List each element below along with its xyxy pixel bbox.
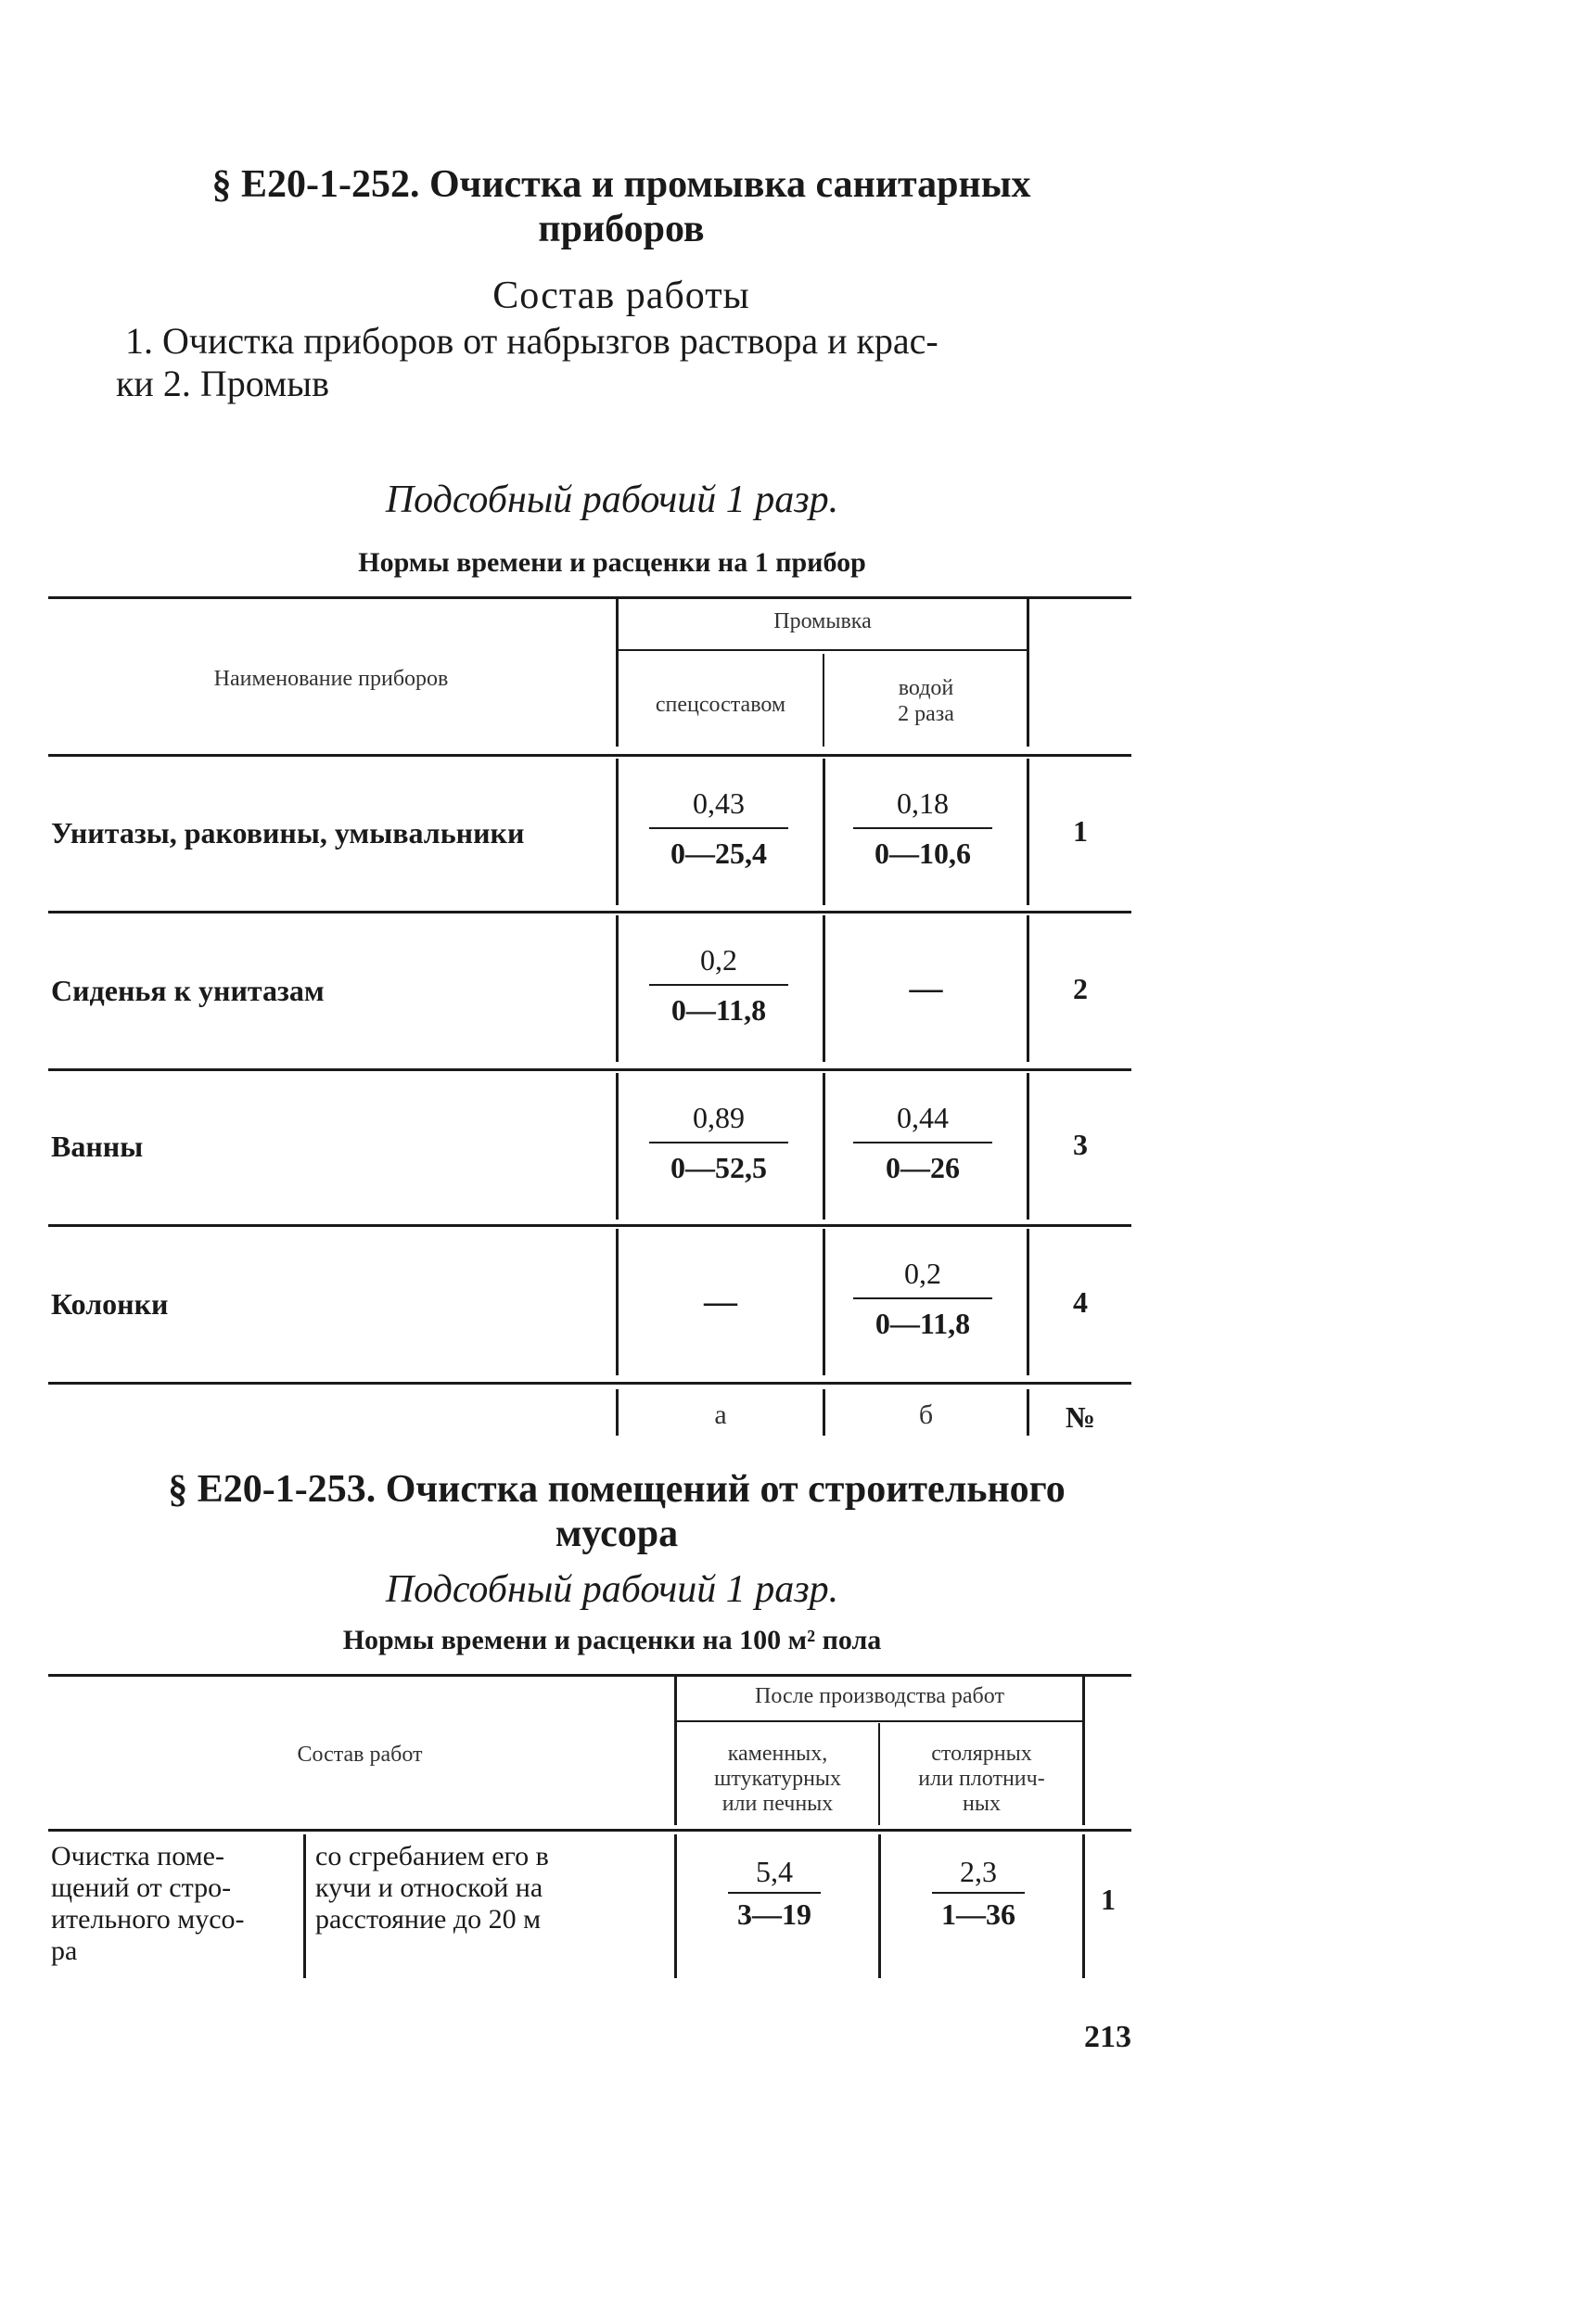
col-header-b-line: или плотнич- xyxy=(918,1767,1045,1791)
fraction-bar xyxy=(932,1892,1025,1894)
fraction-bar xyxy=(853,1142,992,1143)
fraction-bar xyxy=(649,1142,788,1143)
row-rule xyxy=(48,1068,1131,1071)
row-work-name xyxy=(51,1841,297,1967)
time-norm: 0,89 xyxy=(693,1101,745,1134)
time-norm: 0,2 xyxy=(700,943,737,977)
row-name: Колонки xyxy=(51,1287,169,1321)
rate-value: 0—10,6 xyxy=(875,837,971,870)
table-col-divider xyxy=(878,1834,881,1978)
col-header-b xyxy=(881,1742,1082,1817)
time-norm: 5,4 xyxy=(756,1855,793,1888)
table-group-rule xyxy=(619,649,1027,651)
table-col-divider xyxy=(616,1073,619,1220)
work-heading: Состав работы xyxy=(492,275,750,317)
norms-title: Нормы времени и расценки на 100 м² пола xyxy=(342,1625,882,1655)
table-group-rule xyxy=(677,1720,1082,1722)
section-title-line2: мусора xyxy=(555,1513,679,1555)
norm-value xyxy=(649,785,788,872)
table-col-divider xyxy=(1082,1677,1085,1825)
col-header-b-line: столярных xyxy=(931,1742,1032,1766)
col-header-name: Наименование приборов xyxy=(213,667,449,691)
table-col-divider xyxy=(823,654,824,747)
col-header-name: Состав работ xyxy=(297,1743,423,1767)
table-col-divider xyxy=(823,1073,825,1220)
row-work-detail-line: со сгребанием его в xyxy=(315,1841,549,1871)
table-col-divider xyxy=(674,1834,677,1978)
norm-value xyxy=(719,1853,830,1933)
section-title xyxy=(130,162,1113,251)
fraction-bar xyxy=(853,1297,992,1299)
norm-value xyxy=(649,1099,788,1186)
rate-value: 0—11,8 xyxy=(670,993,767,1027)
table-col-divider xyxy=(878,1723,880,1825)
rate-value: 0—26 xyxy=(886,1151,960,1184)
rate-value: 0—52,5 xyxy=(670,1151,767,1184)
col-header-a xyxy=(677,1742,878,1817)
time-norm: 0,18 xyxy=(897,786,949,820)
table-col-divider xyxy=(616,915,619,1062)
row-rule xyxy=(48,911,1131,913)
col-header-a-line: штукатурных xyxy=(713,1767,842,1791)
section-title-line2: приборов xyxy=(538,208,705,250)
fraction-bar xyxy=(649,984,788,986)
col-header-a: спецсоставом xyxy=(655,693,786,717)
table-top-rule xyxy=(48,596,1131,599)
col-header-b xyxy=(825,675,1027,727)
footer-col-a: а xyxy=(714,1399,727,1430)
row-work-name-line: ра xyxy=(51,1935,78,1966)
fraction-bar xyxy=(853,827,992,829)
empty-cell-dash: — xyxy=(909,969,943,1006)
rate-value: 3—19 xyxy=(737,1897,811,1931)
section-title-line1: § Е20-1-252. Очистка и промывка санитарных xyxy=(211,163,1031,206)
row-work-detail-line: расстояние до 20 м xyxy=(315,1904,542,1935)
row-number: 4 xyxy=(1073,1285,1088,1319)
row-work-name-line: ительного мусо- xyxy=(51,1904,245,1935)
col-header-a-line: или печных xyxy=(721,1792,834,1816)
page-number: 213 xyxy=(1084,2020,1131,2054)
table-col-divider xyxy=(823,1229,825,1375)
norm-value xyxy=(853,785,992,872)
table-header-rule xyxy=(48,1829,1131,1832)
norm-value xyxy=(853,1099,992,1186)
rate-value: 0—11,8 xyxy=(875,1307,971,1340)
time-norm: 0,43 xyxy=(693,786,745,820)
row-work-name-line: щений от стро- xyxy=(51,1872,232,1903)
norm-value xyxy=(649,941,788,1028)
row-rule xyxy=(48,1224,1131,1227)
col-header-b-line2: 2 раза xyxy=(898,702,954,726)
section-title xyxy=(93,1467,1141,1556)
fraction-bar xyxy=(728,1892,821,1894)
empty-cell-dash: — xyxy=(704,1283,737,1320)
row-number: 3 xyxy=(1073,1128,1088,1161)
worker-grade: Подсобный рабочий 1 разр. xyxy=(385,479,839,521)
table-col-divider xyxy=(1027,598,1029,747)
rate-value: 1—36 xyxy=(941,1897,1015,1931)
fraction-bar xyxy=(649,827,788,829)
worker-grade: Подсобный рабочий 1 разр. xyxy=(385,1568,839,1611)
work-line2: ки 2. Промыв xyxy=(116,363,330,404)
work-line1: 1. Очистка приборов от набрызгов раствора и крас- xyxy=(125,320,938,362)
col-header-a-line: каменных, xyxy=(727,1742,828,1766)
col-header-group: Промывка xyxy=(773,609,872,633)
row-number: 1 xyxy=(1101,1883,1116,1916)
table-top-rule xyxy=(48,1674,1131,1677)
row-name: Ванны xyxy=(51,1130,144,1163)
col-header-b-line: ных xyxy=(963,1792,1001,1816)
section-title-line1: § Е20-1-253. Очистка помещений от строительного xyxy=(168,1468,1066,1511)
norm-value xyxy=(923,1853,1034,1933)
row-name: Сиденья к унитазам xyxy=(51,974,325,1007)
footer-col-no: № xyxy=(1065,1400,1096,1434)
table-col-divider xyxy=(823,759,825,905)
col-header-b-line1: водой xyxy=(898,676,954,700)
time-norm: 2,3 xyxy=(960,1855,997,1888)
table-header-rule xyxy=(48,754,1131,757)
row-work-name-line: Очистка поме- xyxy=(51,1841,224,1871)
rate-value: 0—25,4 xyxy=(670,837,767,870)
time-norm: 0,2 xyxy=(904,1257,941,1290)
norm-value xyxy=(853,1255,992,1342)
table-col-divider xyxy=(303,1834,306,1978)
footer-col-b: б xyxy=(918,1399,934,1430)
row-name: Унитазы, раковины, умывальники xyxy=(51,816,525,849)
table-bottom-rule xyxy=(48,1382,1131,1385)
time-norm: 0,44 xyxy=(897,1101,949,1134)
norms-title: Нормы времени и расценки на 1 прибор xyxy=(358,547,866,578)
col-header-group: После производства работ xyxy=(755,1684,1004,1708)
work-description xyxy=(116,320,1164,405)
table-col-divider xyxy=(616,759,619,905)
row-number: 2 xyxy=(1073,972,1088,1005)
row-number: 1 xyxy=(1073,814,1088,848)
row-work-detail-line: кучи и отноской на xyxy=(315,1872,543,1903)
row-work-detail xyxy=(315,1841,668,1935)
